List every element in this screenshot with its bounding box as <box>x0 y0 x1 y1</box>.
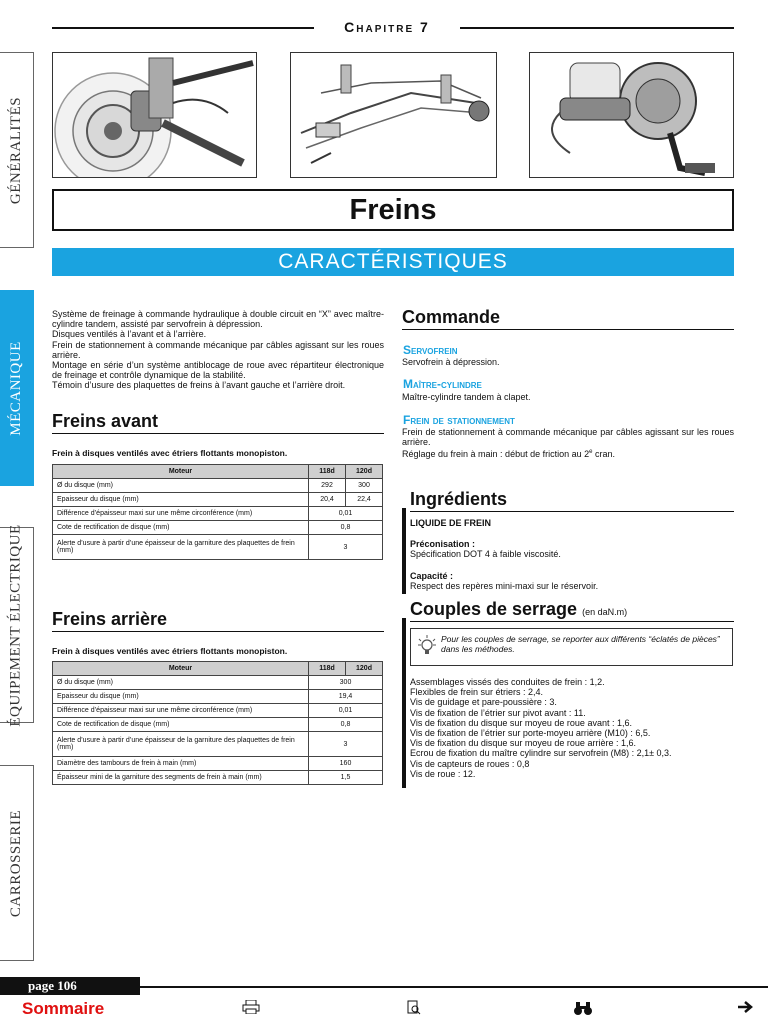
table-row <box>53 479 383 493</box>
commande-heading <box>402 307 734 330</box>
capacite-text: Respect des repères mini-maxi sur le réservoir. <box>410 581 599 591</box>
table-cell-value: 292 <box>309 479 346 493</box>
list-item: Vis de fixation du disque sur moyeu de roue arrière : 1,6. <box>410 738 636 749</box>
table-header-row <box>53 662 383 676</box>
table-row <box>53 493 383 507</box>
header-rule-right <box>460 27 734 29</box>
intro-line: Témoin d’usure des plaquettes de freins à l’avant gauche et l’arrière droit. <box>52 380 346 391</box>
lightbulb-icon <box>417 634 437 656</box>
side-tab-mecanique[interactable] <box>0 290 34 486</box>
table-cell-value: 300 <box>346 479 383 493</box>
table-header-cell: 120d <box>346 465 383 479</box>
table-cell-label: Epaisseur du disque (mm) <box>53 493 309 507</box>
couples-heading <box>410 599 734 622</box>
binoculars-icon[interactable] <box>573 1000 593 1020</box>
intro-line: Frein de stationnement à commande mécanique par câbles agissant sur les roues arrière. <box>52 339 384 360</box>
stationnement-adjust: Réglage du frein à main : début de friction au 2 <box>402 449 590 460</box>
arrow-right-icon[interactable] <box>738 1000 754 1017</box>
page-number: page 106 <box>0 977 140 995</box>
front-brakes-table <box>52 464 383 560</box>
table-header-cell: Moteur <box>53 662 309 676</box>
stationnement-end: cran. <box>592 449 615 460</box>
side-tab-label: MÉCANIQUE <box>8 340 24 436</box>
side-tab-carrosserie[interactable] <box>0 765 34 961</box>
table-cell-label: Cote de rectification de disque (mm) <box>53 718 309 732</box>
couples-note <box>410 628 733 666</box>
side-tab-label: CARROSSERIE <box>8 809 25 917</box>
liquid-title: LIQUIDE DE FREIN <box>410 518 492 528</box>
table-cell-value: 0,8 <box>309 718 383 732</box>
table-cell-label: Diamètre des tambours de frein à main (mm) <box>53 757 309 771</box>
table-cell-value: 0,01 <box>309 704 383 718</box>
stationnement-text <box>402 427 734 460</box>
table-cell-label: Ø du disque (mm) <box>53 676 309 690</box>
table-cell-value: 0,01 <box>309 507 383 521</box>
ingredients-bar <box>402 508 406 594</box>
maitre-cylindre-text: Maître-cylindre tandem à clapet. <box>402 392 531 402</box>
list-item: Ecrou de fixation du maître cylindre sur servofrein (M8) : 2,1± 0,3. <box>410 748 672 759</box>
capacite-label: Capacité : <box>410 571 454 581</box>
couples-heading-text: Couples de serrage <box>410 599 578 619</box>
table-cell-label: Alerte d’usure à partir d’une épaisseur de la garniture des plaquettes de frein (mm) <box>53 535 309 560</box>
table-row <box>53 507 383 521</box>
servofrein-title: Servofrein <box>403 343 458 357</box>
servofrein-text: Servofrein à dépression. <box>402 357 500 367</box>
photo-master-cylinder <box>529 52 734 178</box>
list-item: Vis de roue : 12. <box>410 768 476 779</box>
table-cell-value: 3 <box>309 535 383 560</box>
stationnement-line: Frein de stationnement à commande mécanique par câbles agissant sur les roues arrière. <box>402 427 734 448</box>
front-brakes-heading-text: Freins avant <box>52 411 159 431</box>
list-item: Vis de guidage et pare-poussière : 3. <box>410 697 557 708</box>
side-tab-label: GÉNÉRALITÉS <box>8 96 24 204</box>
couples-unit: (en daN.m) <box>582 607 628 617</box>
rear-brakes-heading-text: Freins arrière <box>52 609 168 629</box>
table-cell-value: 300 <box>309 676 383 690</box>
ingredients-heading-text: Ingrédients <box>410 489 508 509</box>
table-cell-value: 3 <box>309 732 383 757</box>
printer-icon[interactable] <box>242 1000 260 1018</box>
side-tab-label: ÉQUIPEMENT ÉLECTRIQUE <box>8 523 25 727</box>
list-item: Assemblages vissés des conduites de frein : 1,2. <box>410 677 605 687</box>
table-header-cell: 118d <box>309 465 346 479</box>
intro-line: Disques ventilés à l’avant et à l’arrière. <box>52 329 207 340</box>
side-tab-equipement-electrique[interactable] <box>0 523 34 727</box>
photo-front-brake <box>52 52 257 178</box>
table-row <box>53 757 383 771</box>
table-cell-value: 1,5 <box>309 771 383 785</box>
commande-heading-text: Commande <box>402 307 501 327</box>
table-row <box>53 732 383 757</box>
list-item: Vis de fixation de l’étrier sur pivot avant : 11. <box>410 707 586 718</box>
search-document-icon[interactable] <box>407 1000 421 1019</box>
table-cell-label: Alerte d’usure à partir d’une épaisseur de la garniture des plaquettes de frein (mm) <box>53 732 309 757</box>
table-cell-label: Différence d’épaisseur maxi sur une même circonférence (mm) <box>53 507 309 521</box>
table-cell-label: Epaisseur du disque (mm) <box>53 690 309 704</box>
torques-list <box>410 677 734 779</box>
table-row <box>53 718 383 732</box>
table-cell-value: 22,4 <box>346 493 383 507</box>
rear-brakes-subtitle: Frein à disques ventilés avec étriers flottants monopiston. <box>52 646 288 656</box>
intro-line: Montage en série d’un système antiblocage de roue avec répartiteur électronique de freinage et contrôle dynamique de la stabilité. <box>52 360 384 381</box>
table-cell-label: Ø du disque (mm) <box>53 479 309 493</box>
photo-brake-lines <box>290 52 497 178</box>
list-item: Vis de capteurs de roues : 0,8 <box>410 758 530 769</box>
table-header-cell: 120d <box>346 662 383 676</box>
section-banner: CARACTÉRISTIQUES <box>52 248 734 276</box>
stationnement-title: Frein de stationnement <box>403 413 515 427</box>
rear-brakes-heading <box>52 609 384 632</box>
preco-text: Spécification DOT 4 à faible viscosité. <box>410 549 561 559</box>
front-brakes-subtitle: Frein à disques ventilés avec étriers flottants monopiston. <box>52 448 288 458</box>
table-header-cell: 118d <box>309 662 346 676</box>
header-rule-left <box>52 27 314 29</box>
list-item: Flexibles de frein sur étriers : 2,4. <box>410 687 544 698</box>
table-row <box>53 676 383 690</box>
table-cell-label: Cote de rectification de disque (mm) <box>53 521 309 535</box>
preco-label: Préconisation : <box>410 539 476 549</box>
list-item: Vis de fixation de l’étrier sur porte-moyeu arrière (M10) : 6,5. <box>410 728 651 739</box>
table-cell-label: Épaisseur mini de la garniture des segments de frein à main (mm) <box>53 771 309 785</box>
table-row <box>53 535 383 560</box>
table-cell-value: 0,8 <box>309 521 383 535</box>
table-row <box>53 704 383 718</box>
intro-text <box>52 309 384 391</box>
sommaire-link[interactable]: Sommaire <box>22 999 105 1018</box>
front-brakes-heading <box>52 411 384 434</box>
table-cell-value: 20,4 <box>309 493 346 507</box>
couples-note-text: Pour les couples de serrage, se reporter aux différents “éclatés de pièces” dans les méthodes. <box>441 634 720 654</box>
maitre-cylindre-title: Maître-cylindre <box>403 377 482 391</box>
chapter-title: Chapitre 7 <box>344 19 430 35</box>
side-tab-generalites[interactable] <box>0 52 34 248</box>
couples-bar <box>402 618 406 788</box>
rear-brakes-table <box>52 661 383 785</box>
table-row <box>53 521 383 535</box>
stationnement-sup: e <box>589 449 593 456</box>
table-cell-label: Différence d’épaisseur maxi sur une même circonférence (mm) <box>53 704 309 718</box>
page-title: Freins <box>52 189 734 231</box>
table-row <box>53 690 383 704</box>
list-item: Vis de fixation du disque sur moyeu de roue avant : 1,6. <box>410 717 632 728</box>
ingredients-heading <box>410 489 734 512</box>
table-cell-value: 19,4 <box>309 690 383 704</box>
table-row <box>53 771 383 785</box>
intro-line: Système de freinage à commande hydraulique à double circuit en “X” avec maître-cylindre tandem, assisté par servofrein à dépression. <box>52 309 384 330</box>
table-cell-value: 160 <box>309 757 383 771</box>
footer-rule <box>140 986 768 988</box>
table-header-row <box>53 465 383 479</box>
table-header-cell: Moteur <box>53 465 309 479</box>
